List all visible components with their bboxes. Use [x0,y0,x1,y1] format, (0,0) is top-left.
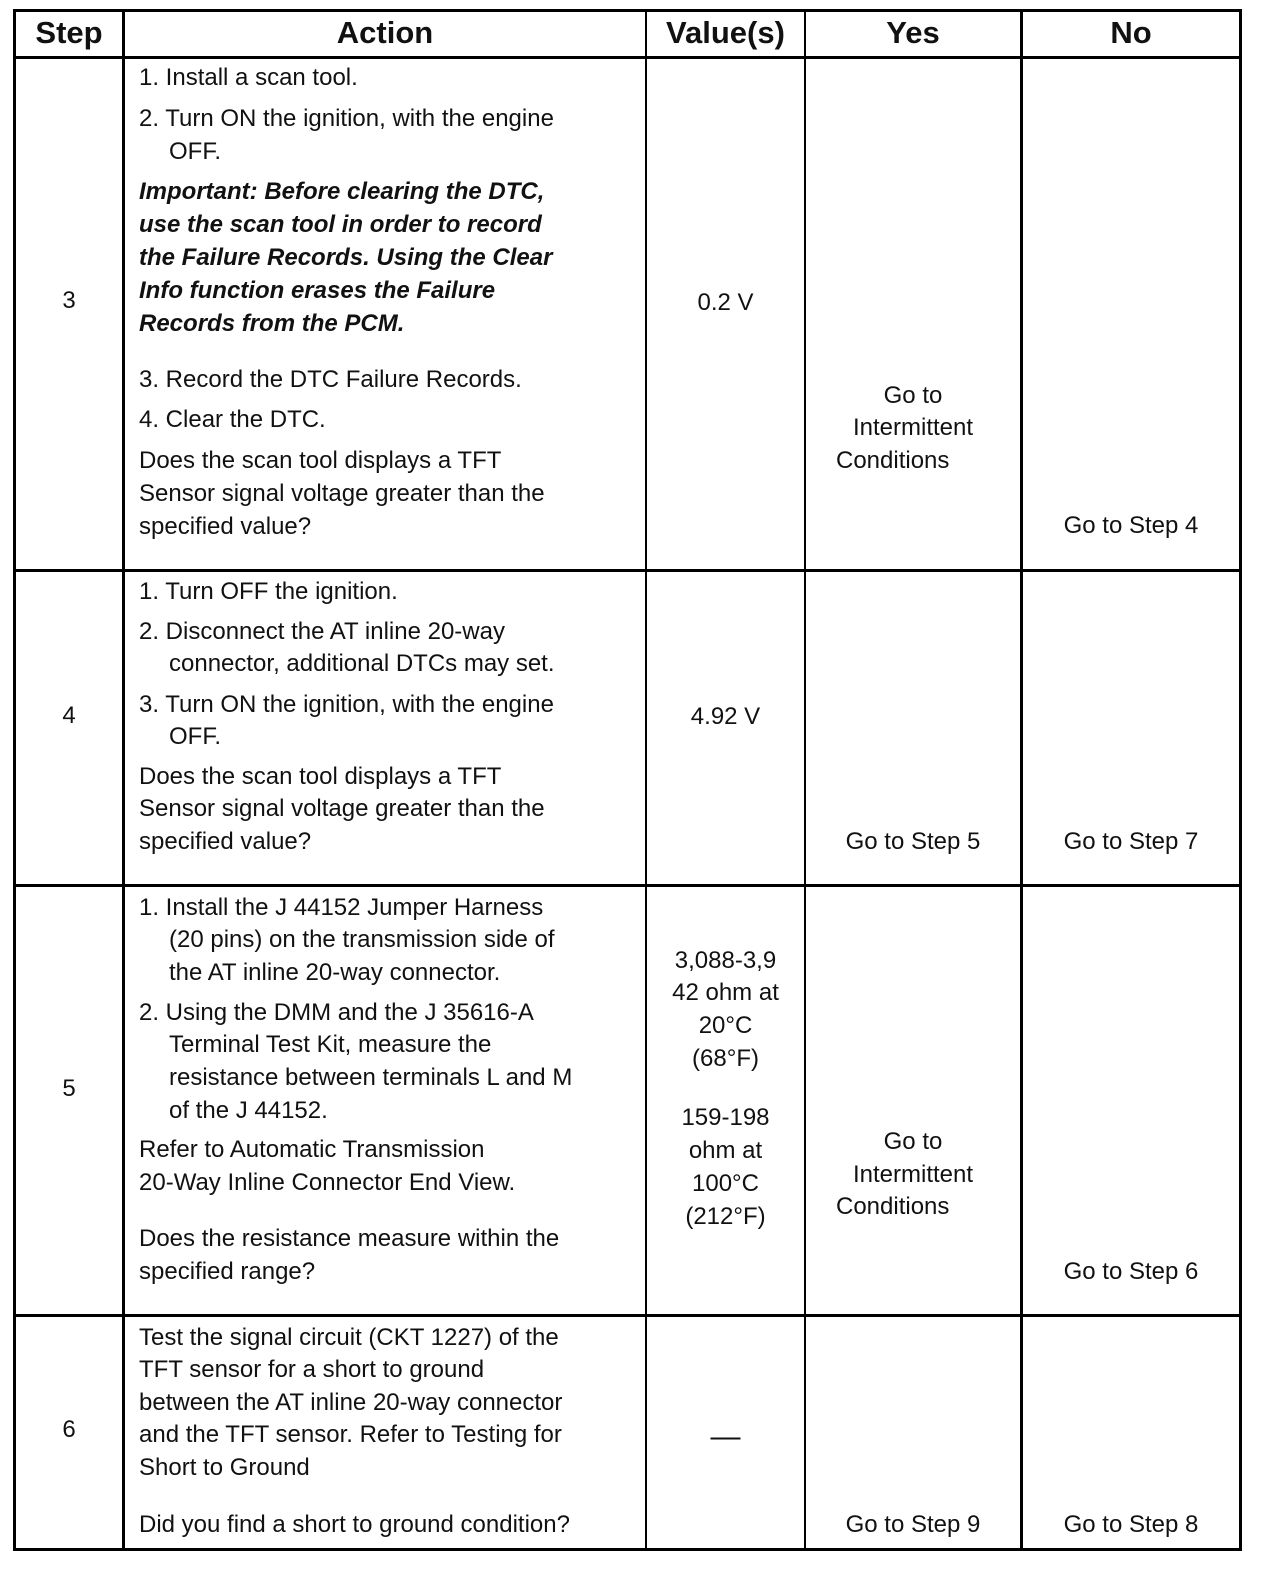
important-note: Info function erases the Failure [139,277,496,304]
spec-value: (212°F) [685,1203,766,1230]
action-line: 1. Install the J 44152 Jumper Harness [139,894,544,921]
table-border-top [13,9,1242,12]
spec-value: 159-198 [681,1104,770,1131]
action-line: the AT inline 20-way connector. [169,959,501,986]
step-number: 5 [62,1075,76,1102]
action-reference: 20-Way Inline Connector End View. [139,1169,516,1196]
action-line: and the TFT sensor. Refer to Testing for [139,1421,562,1448]
action-question: specified range? [139,1258,316,1285]
table-border-left [13,9,16,1551]
yes-result: Go to Step 9 [845,1511,981,1538]
header-divider [13,56,1242,59]
yes-result: Intermittent [852,1161,974,1188]
action-line: Terminal Test Kit, measure the [169,1031,492,1058]
no-result: Go to Step 8 [1063,1511,1199,1538]
yes-result: Intermittent [852,414,974,441]
important-note: the Failure Records. Using the Clear [139,244,553,271]
header-action: Action [336,15,434,50]
action-line: 3. Turn ON the ignition, with the engine [139,691,554,718]
spec-value: 20°C [698,1012,753,1039]
action-line: 2. Turn ON the ignition, with the engine [139,105,554,132]
header-yes: Yes [886,15,940,50]
yes-result: Go to [883,382,943,409]
action-line: Test the signal circuit (CKT 1227) of the [139,1324,559,1351]
header-values: Value(s) [666,15,785,50]
yes-result: Conditions [836,447,950,474]
action-line: of the J 44152. [169,1097,328,1124]
action-line: OFF. [169,723,221,750]
action-question: Sensor signal voltage greater than the [139,480,545,507]
action-line: TFT sensor for a short to ground [139,1356,485,1383]
important-note: Important: Before clearing the DTC, [139,178,545,205]
no-result: Go to Step 6 [1063,1258,1199,1285]
action-line: 3. Record the DTC Failure Records. [139,366,522,393]
column-divider [645,9,647,1551]
action-question: Did you find a short to ground condition? [139,1511,570,1538]
no-result: Go to Step 4 [1063,512,1199,539]
action-question: specified value? [139,828,312,855]
action-question: Does the resistance measure within the [139,1225,560,1252]
action-question: Does the scan tool displays a TFT [139,447,502,474]
header-step: Step [35,15,103,50]
action-line: 2. Disconnect the AT inline 20-way [139,618,505,645]
important-note: use the scan tool in order to record [139,211,542,238]
action-line: 2. Using the DMM and the J 35616-A [139,999,534,1026]
spec-value-dash: — [710,1420,741,1453]
step-number: 4 [62,702,76,729]
row-divider [13,569,1242,572]
column-divider [804,9,806,1551]
important-note: Records from the PCM. [139,310,405,337]
action-line: connector, additional DTCs may set. [169,650,555,677]
action-line: 1. Install a scan tool. [139,64,358,91]
spec-value: 4.92 V [690,703,761,730]
spec-value: 100°C [692,1170,759,1197]
yes-result: Go to Step 5 [845,828,981,855]
action-line: (20 pins) on the transmission side of [169,926,555,953]
spec-value: 3,088-3,9 [674,947,777,974]
yes-result: Go to [883,1128,943,1155]
action-line: 4. Clear the DTC. [139,406,326,433]
yes-result: Conditions [836,1193,950,1220]
step-number: 6 [62,1416,76,1443]
spec-value: 42 ohm at [672,979,779,1006]
action-line: 1. Turn OFF the ignition. [139,578,398,605]
action-question: Does the scan tool displays a TFT [139,763,502,790]
column-divider [122,9,125,1551]
row-divider [13,1314,1242,1317]
spec-value: (68°F) [692,1045,759,1072]
header-no: No [1110,15,1152,50]
row-divider [13,884,1242,887]
action-line: resistance between terminals L and M [169,1064,573,1091]
table-border-right [1239,9,1242,1551]
action-line: Short to Ground [139,1454,310,1481]
column-divider [1020,9,1023,1551]
action-line: between the AT inline 20-way connector [139,1389,563,1416]
action-line: OFF. [169,138,221,165]
action-question: Sensor signal voltage greater than the [139,795,545,822]
action-question: specified value? [139,513,312,540]
step-number: 3 [62,287,76,314]
table-border-bottom [13,1548,1242,1551]
spec-value: 0.2 V [697,289,754,316]
action-reference: Refer to Automatic Transmission [139,1136,485,1163]
spec-value: ohm at [688,1137,763,1164]
no-result: Go to Step 7 [1063,828,1199,855]
